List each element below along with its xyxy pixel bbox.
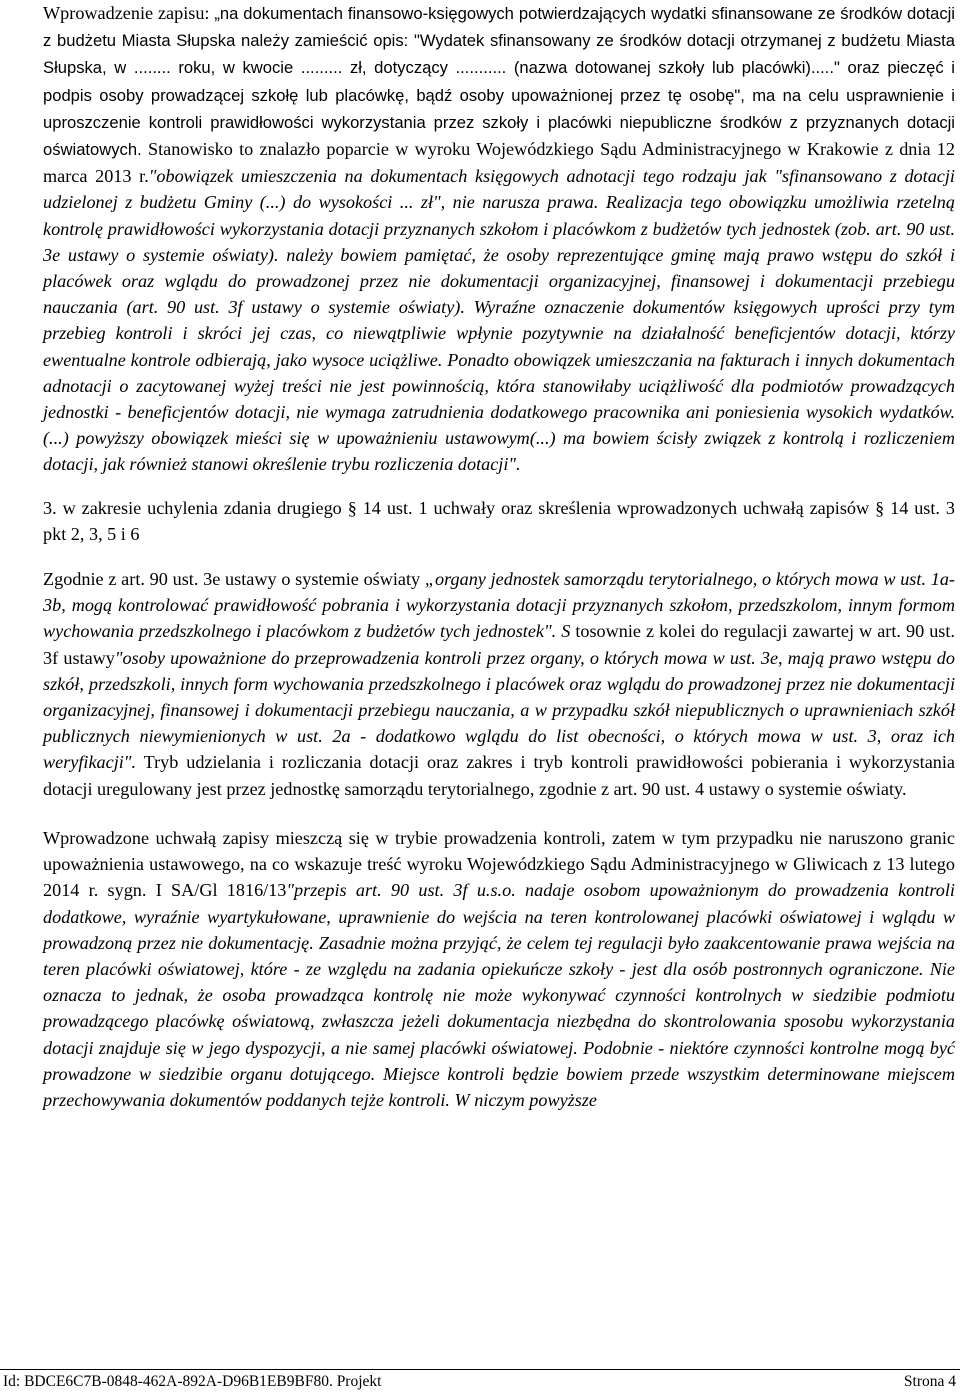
paragraph-1-court-reference: Stanowisko to znalazło poparcie w wyroku Wojewódzkiego Sądu Administracyjnego w Krakowie z dnia 12 marca 2013 r. [43,139,955,187]
paragraph-1-quoted-clause: „na dokumentach finansowo-księgowych potwierdzających wydatki sfinansowane ze środków dotacji z budżetu Miasta Słupska należy zamieścić opis: "Wydatek sfinansowany ze środków dotacji otrzymanej z budżetu Miasta Słupska, w ........ roku, w kwocie ......... zł, dotyczący ........... (nazwa dotowanej szkoły lub placówki)....." oraz pieczęć i podpis osoby prowadzącej szkołę lub placówkę, bądź osoby upoważnionej przez tę osobę", ma na celu usprawnienie i uproszczenie kontroli prawidłowości wykorzystania przez szkoły i placówki niepubliczne środków z przyznanych dotacji oświatowych. [43,4,955,160]
paragraph-4 [43,825,955,1113]
paragraph-3 [43,566,955,802]
document-body [43,0,955,1113]
paragraph-2: 3. w zakresie uchylenia zdania drugiego § 14 ust. 1 uchwały oraz skreślenia wprowadzonych uchwałą zapisów § 14 ust. 3 pkt 2, 3, 5 i 6 [43,497,955,544]
paragraph-3-end: Tryb udzielania i rozliczania dotacji oraz zakres i tryb kontroli prawidłowości pobierania i wykorzystania dotacji uregulowany jest przez jednostkę samorządu terytorialnego, zgodnie z art. 90 ust. 4 ustawy o systemie oświaty. [43,752,955,799]
paragraph-1 [43,0,955,478]
page-footer [0,1369,960,1392]
paragraph-4-intro: Wprowadzone uchwałą zapisy mieszczą się w trybie prowadzenia kontroli, zatem w tym przypadku nie naruszono granic upoważnienia ustawowego, na co wskazuje treść wyroku Wojewódzkiego Sądu Administracyjnego w Gliwicach z 13 lutego 2014 r. sygn. I SA/Gl 1816/13 [43,827,955,901]
paragraph-3-quote-1: „organy jednostek samorządu terytorialnego, o których mowa w ust. 1a-3b, mogą kontrolować prawidłowość pobrania i wykorzystania dotacji przyznanych szkołom, przedszkolom, innym formom wychowania przedszkolnego i placówkom z budżetów tych jednostek". S [43,569,955,642]
paragraph-1-intro: Wprowadzenie zapisu: [43,3,215,23]
paragraph-1-court-quote: "obowiązek umieszczenia na dokumentach księgowych adnotacji tego rodzaju jak "sfinansowano z dotacji udzielonej z budżetu Gminy (...) do wysokości ... zł", nie narusza prawa. Realizacja tego obowiązku umożliwia rzetelną kontrolę prawidłowości wykorzystania dotacji przyznanych szkołom i placówkom z budżetów tych jednostek (zob. art. 90 ust. 3e ustawy o systemie oświaty). należy bowiem pamiętać, że osoby reprezentujące gminę mają prawo wstępu do szkół i placówek oraz wglądu do prowadzonej przez nie dokumentacji organizacyjnej, finansowej i dokumentacji przebiegu nauczania (art. 90 ust. 3f ustawy o systemie oświaty). Wyraźne oznaczenie dokumentów księgowych uprości przy tym przebieg kontroli i skróci jej czas, co niewątpliwie wpłynie pozytywnie na działalność beneficjentów dotacji, którzy ewentualne kontrole odbierają, jako wysoce uciążliwe. Ponadto obowiązek umieszczania na fakturach i innych dokumentach adnotacji o zacytowanej wyżej treści nie jest powinnością, która stanowiłaby uciążliwość dla podmiotów prowadzących jednostki - beneficjentów dotacji, nie wymaga zatrudnienia dodatkowego pracownika ani poniesienia wysokich wydatków. (...) powyższy obowiązek mieści się w upoważnieniu ustawowym(...) ma bowiem ścisły związek z kontrolą i rozliczeniem dotacji, jak również stanowi określenie trybu rozliczenia dotacji". [43,166,955,475]
paragraph-3-middle: tosownie z kolei do regulacji zawartej w art. 90 ust. 3f ustawy [43,621,955,668]
document-id: Id: BDCE6C7B-0848-462A-892A-D96B1EB9BF80. Projekt [3,1373,382,1390]
paragraph-3-quote-2: "osoby upoważnione do przeprowadzenia kontroli przez organy, o których mowa w ust. 3e, mają prawo wstępu do szkół, przedszkoli, innych form wychowania przedszkolnego i placówek oraz wglądu do prowadzonej przez nie dokumentacji organizacyjnej, finansowej i dokumentacji przebiegu nauczania, a w przypadku szkół niepublicznych o uprawnieniach szkół publicznych niewymienionych w ust. 2a - dodatkowo wglądu do list obecności, o których mowa w ust. 3, oraz ich weryfikacji". [43,647,955,773]
page-number: Strona 4 [903,1373,956,1390]
paragraph-4-quote: "przepis art. 90 ust. 3f u.s.o. nadaje osobom upoważnionym do prowadzenia kontroli dodatkowe, wyraźnie wyartykułowane, uprawnienie do wejścia na teren kontrolowanej placówki oświatowej i wglądu w prowadzoną przez nie dokumentację. Zasadnie można przyjąć, że celem tej regulacji było zaakcentowanie prawa wejścia na teren placówki oświatowej, które - ze względu na zadania opiekuńcze szkoły - jest dla osób postronnych ograniczone. Nie oznacza to jednak, że osoba prowadząca kontrolę nie może wykonywać czynności kontrolnych w siedzibie podmiotu prowadzącego placówkę oświatową, zwłaszcza jeżeli dokumentacja niezbędna do skontrolowania sposobu wykorzystania dotacji znajduje się w jego dyspozycji, a nie samej placówki oświatowej. Podobnie - niektóre czynności kontrolne mogą być prowadzone w siedzibie organu dotującego. Miejsce kontroli będzie bowiem przede wszystkim determinowane miejscem przechowywania dokumentów poddanych tejże kontroli. W niczym powyższe [43,880,955,1110]
paragraph-3-intro: Zgodnie z art. 90 ust. 3e ustawy o systemie oświaty [43,569,425,590]
